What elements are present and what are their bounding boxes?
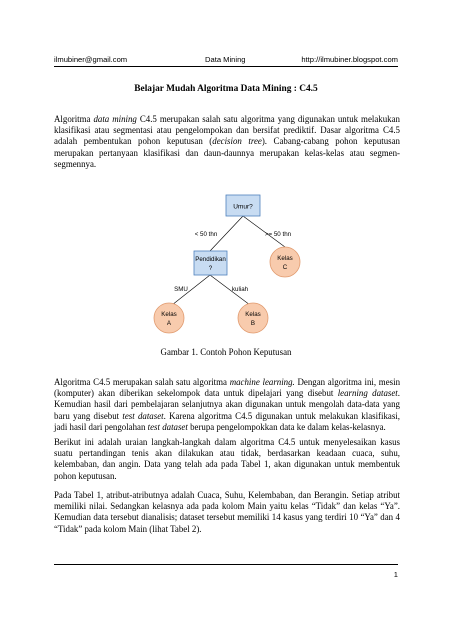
decision-tree-svg	[140, 190, 310, 340]
header-topic: Data Mining	[205, 55, 246, 64]
text-run: .	[397, 388, 400, 399]
edge-label-less-50: < 50 thn	[194, 231, 218, 238]
italic-term: machine learning.	[229, 377, 295, 387]
paragraph-line	[54, 512, 400, 523]
text-run: suatu pertandingan tenis akan dilakukan atau tidak, berdasarkan keadaan cuaca, suhu,	[54, 448, 400, 459]
paragraph-line	[54, 459, 400, 470]
paragraph-steps	[54, 437, 400, 482]
edge-label-smu: SMU	[174, 286, 188, 293]
italic-term: data mining	[93, 114, 137, 124]
italic-term: learning dataset	[337, 388, 398, 399]
text-run: pohon keputusan.	[54, 470, 117, 481]
paragraph-line	[54, 490, 400, 501]
leaf-c-circle	[270, 247, 300, 277]
text-run: Kemudian data tersebut dianalisis; dataset tersebut memiliki 14 kasus yang terdiri 10 “Ya” dan 4	[54, 512, 400, 523]
leaf-c-label-line1: Kelas	[277, 255, 293, 262]
paragraph-machine-learning	[54, 377, 400, 433]
root-node-label: Umur?	[233, 203, 253, 211]
paragraph-line	[54, 388, 400, 399]
text-run: Algoritma C4.5 merupakan salah satu algoritma	[54, 377, 230, 387]
text-run: segmennya.	[54, 158, 97, 169]
text-run: adalah pembentukan pohon keputusan (	[54, 136, 213, 147]
paragraph-line	[54, 148, 400, 159]
document-title: Belajar Mudah Algoritma Data Mining : C4.5	[134, 84, 318, 94]
text-run: Dengan algoritma ini, mesin	[294, 377, 401, 387]
paragraph-line	[54, 524, 400, 535]
paragraph-intro	[54, 114, 400, 170]
paragraph-line	[54, 422, 400, 433]
text-run: Berikut ini adalah uraian langkah-langkah dalam algoritma C4.5 untuk menyelesaikan kasus	[54, 437, 400, 447]
paragraph-line	[54, 448, 400, 459]
page-number: 1	[393, 570, 398, 579]
paragraph-line	[54, 125, 400, 136]
leaf-c-label-line2: C	[282, 264, 288, 271]
text-run: klasifikasi atau segmentasi atau pengelompokan dan bersifat prediktif. Dasar algoritma C4.5	[54, 125, 400, 136]
text-run: (komputer) akan diberikan sekelompok data untuk dipelajari yang disebut	[54, 388, 338, 399]
text-run: baru yang disebut	[54, 410, 123, 421]
leaf-b-label-line1: Kelas	[245, 311, 261, 318]
edge-label-over-50: >= 50 thn	[264, 231, 292, 238]
text-run: ). Cabang-cabang pohon keputusan	[261, 136, 400, 147]
leaf-b-circle	[238, 303, 268, 333]
paragraph-line	[54, 471, 400, 482]
text-run: jadi hasil dari pengolahan	[54, 421, 148, 432]
education-node-label-line2: ?	[208, 265, 213, 272]
paragraph-line	[54, 159, 400, 170]
education-node-label-line1: Pendidikan	[195, 256, 226, 263]
decision-tree-diagram	[140, 190, 310, 340]
paragraph-line	[54, 501, 400, 512]
paragraph-line	[54, 411, 400, 422]
text-run: Kemudian hasil dari pembelajaran selanjutnya akan digunakan untuk mengolah data-data yang	[54, 399, 400, 410]
text-run: memiliki nilai. Sedangkan kelasnya ada pada kolom Main yaitu kelas “Tidak” dan kelas “Ya”.	[54, 501, 400, 512]
leaf-b-label-line2: B	[250, 320, 256, 327]
header-rule	[54, 66, 398, 67]
paragraph-line	[54, 114, 400, 125]
text-run: merupakan pertanyaan klasifikasi dan daun-daunnya merupakan kelas-kelas atau segmen-	[54, 147, 400, 158]
leaf-a-label-line2: A	[166, 320, 172, 327]
figure-caption: Gambar 1. Contoh Pohon Keputusan	[160, 347, 292, 357]
text-run: C4.5 merupakan salah satu algoritma yang digunakan untuk melakukan	[136, 114, 400, 124]
text-run: berupa pengelompokkan data ke dalam kelas-kelasnya.	[187, 421, 386, 432]
text-run: Algoritma	[54, 114, 94, 124]
paragraph-line	[54, 377, 400, 388]
text-run: Pada Tabel 1, atribut-atributnya adalah Cuaca, Suhu, Kelembaban, dan Berangin. Setiap atribut	[54, 490, 400, 500]
paragraph-line	[54, 399, 400, 410]
paragraph-line	[54, 437, 400, 448]
leaf-a-label-line1: Kelas	[161, 311, 177, 318]
edge-label-kuliah: kuliah	[231, 286, 249, 293]
paragraph-attributes	[54, 490, 400, 535]
footer-rule	[54, 564, 398, 565]
text-run: . Karena algoritma C4.5 digunakan untuk melakukan klasifikasi,	[163, 410, 400, 421]
text-run: kelembaban, dan angin. Data yang telah ada pada Tabel 1, akan digunakan untuk membentuk	[54, 459, 400, 470]
text-run: “Tidak” pada kolom Main (lihat Tabel 2).	[54, 523, 202, 534]
italic-term: test dataset	[147, 421, 188, 432]
header-url: http://ilmubiner.blogspot.com	[301, 55, 398, 64]
italic-term: decision tree	[212, 136, 262, 147]
leaf-a-circle	[154, 303, 184, 333]
italic-term: test dataset	[122, 410, 164, 421]
paragraph-line	[54, 136, 400, 147]
header-email: ilmubiner@gmail.com	[54, 55, 128, 64]
